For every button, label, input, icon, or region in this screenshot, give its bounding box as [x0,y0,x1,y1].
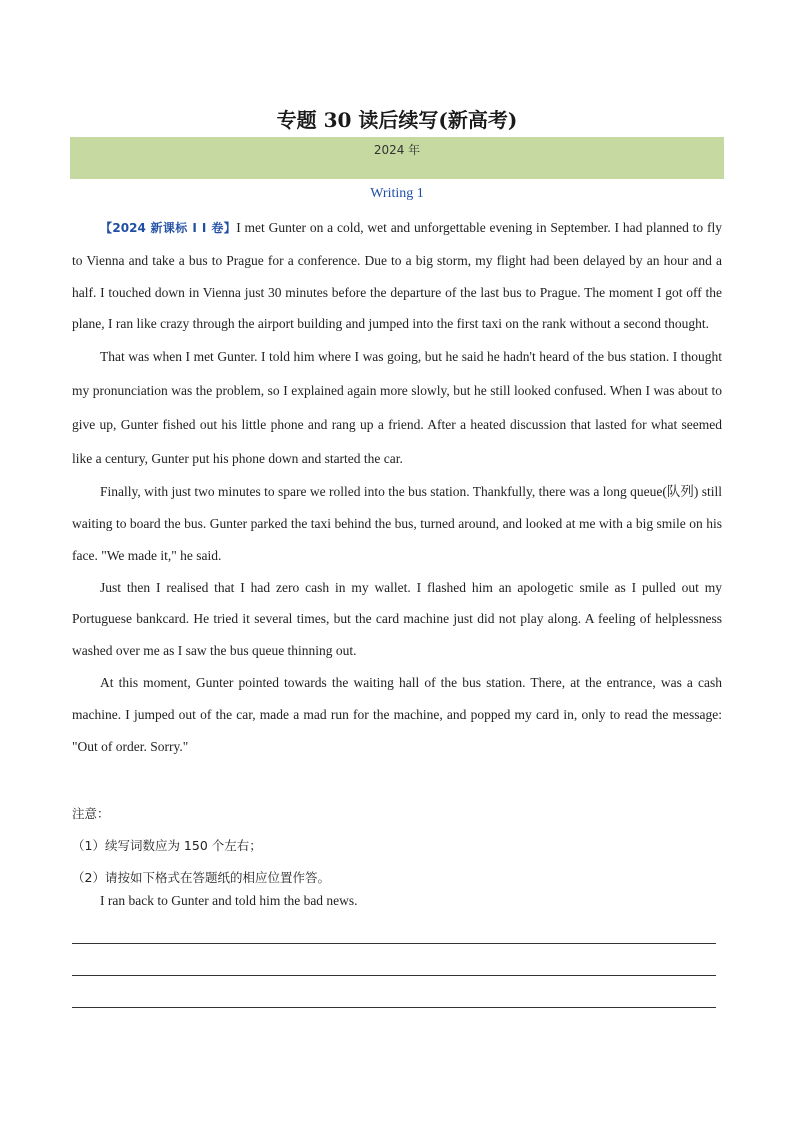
reading-passage [72,212,722,762]
continuation-prompt: I ran back to Gunter and told him the bad news. [100,893,358,908]
passage-paragraph: At this moment, Gunter pointed towards the waiting hall of the bus station. There, at the entrance, was a cash machine. I jumped out of the car, made a mad run for the machine, and popped my card in, only to read the message: "Out of order. Sorry." [72,674,722,754]
passage-paragraph: Finally, with just two minutes to spare we rolled into the bus station. Thankfully, there was a long queue(队列) still waiting to board the bus. Gunter parked the taxi behind the bus, turned around, and looked at me with a big smile on his face. "We made it," he said. [72,484,722,563]
note-item: （2）请按如下格式在答题纸的相应位置作答。 [72,870,330,885]
year-banner [70,137,724,179]
answer-line[interactable] [72,975,716,976]
note-item: （1）续写词数应为 150 个左右； [72,838,262,853]
writing-heading: Writing 1 [370,186,424,201]
source-tag: 【2024 新课标 Ⅰ Ⅰ 卷】 [100,221,237,235]
year-label: 2024 年 [373,143,421,157]
passage-paragraph: That was when I met Gunter. I told him where I was going, but he said he hadn't heard of the bus station. I thought my pronunciation was the problem, so I explained again more slowly, but he still looked confused. When I was about to give up, Gunter fished out his little phone and rang up a friend. After a heated discussion that lasted for what seemed like a century, Gunter put his phone down and started the car. [72,349,722,467]
answer-line[interactable] [72,943,716,944]
answer-line[interactable] [72,1007,716,1008]
notes-heading: 注意： [72,806,110,821]
passage-paragraph: 【2024 新课标 Ⅰ Ⅰ 卷】I met Gunter on a cold, wet and unforgettable evening in September. I had planned to fly to Vienna and take a bus to Prague for a conference. Due to a big storm, my flight had been delayed by an hour and a half. I touched down in Vienna just 30 minutes before the departure of the last bus to Prague. The moment I got off the plane, I ran like crazy through the airport building and jumped into the first taxi on the rank without a second thought. [72,220,722,332]
page-title: 专题 30 读后续写(新高考) [276,108,518,132]
passage-paragraph: Just then I realised that I had zero cash in my wallet. I flashed him an apologetic smile as I pulled out my Portuguese bankcard. He tried it several times, but the card machine just did not play along. A feeling of helplessness washed over me as I saw the bus queue thinning out. [72,579,722,659]
notes-section [72,798,722,894]
